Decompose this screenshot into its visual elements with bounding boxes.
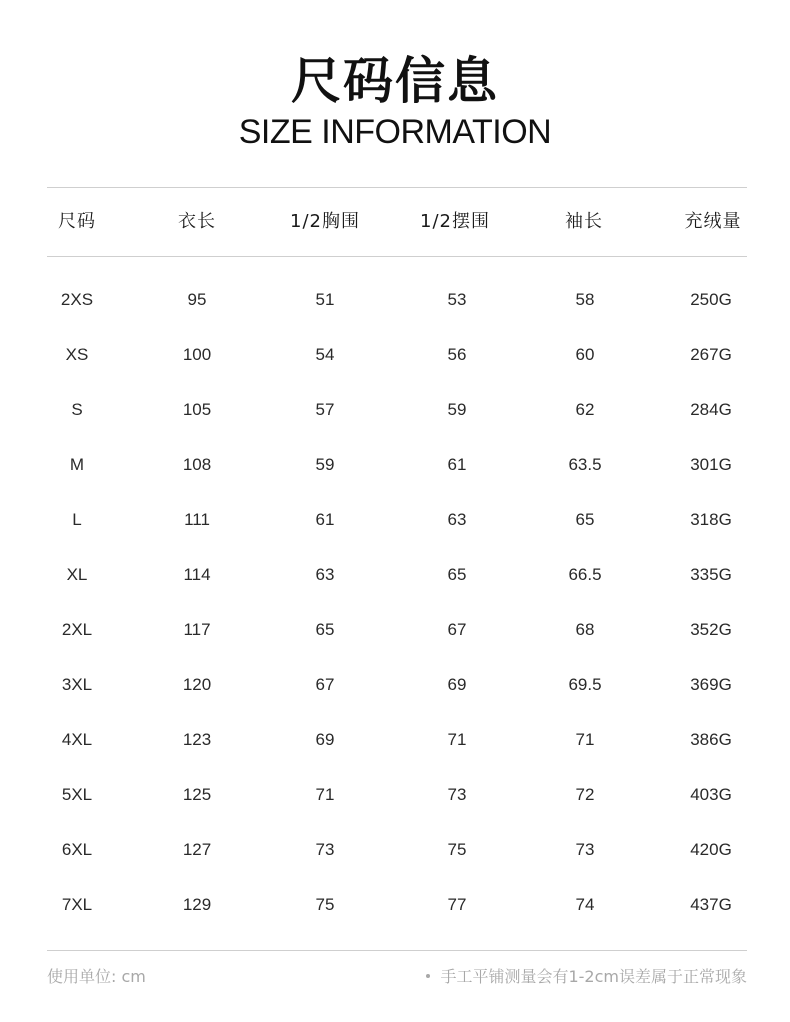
cell-length: 114	[183, 565, 211, 584]
cell-half-hem: 53	[447, 290, 467, 309]
cell-size: 7XL	[61, 895, 93, 914]
cell-half-hem: 56	[447, 345, 467, 364]
cell-half-chest: 63	[315, 565, 335, 584]
cell-sleeve: 62	[575, 400, 595, 419]
table-row	[0, 384, 790, 439]
cell-size: L	[72, 510, 82, 529]
cell-sleeve: 73	[575, 840, 595, 859]
cell-half-chest: 59	[315, 455, 335, 474]
cell-sleeve: 74	[575, 895, 595, 914]
cell-half-hem: 77	[447, 895, 467, 914]
cell-length: 108	[182, 455, 212, 474]
header-half-chest: 1/2胸围	[290, 211, 360, 232]
cell-size: 6XL	[61, 840, 93, 859]
cell-size: M	[69, 455, 85, 474]
cell-size: XS	[65, 345, 89, 364]
cell-size: 2XL	[61, 620, 93, 639]
header-down-fill: 充绒量	[684, 211, 742, 232]
table-row	[0, 879, 790, 934]
header-size: 尺码	[58, 211, 96, 232]
cell-length: 100	[182, 345, 212, 364]
cell-half-hem: 65	[447, 565, 467, 584]
cell-down-fill: 369G	[690, 675, 732, 694]
cell-down-fill: 386G	[690, 730, 732, 749]
measurement-note	[426, 964, 747, 990]
cell-size: 3XL	[61, 675, 93, 694]
cell-half-chest: 54	[315, 345, 335, 364]
cell-length: 127	[182, 840, 212, 859]
cell-down-fill: 267G	[690, 345, 732, 364]
header-length: 衣长	[178, 211, 216, 232]
table-row	[0, 604, 790, 659]
cell-down-fill: 420G	[690, 840, 732, 859]
cell-down-fill: 403G	[690, 785, 732, 804]
cell-down-fill: 335G	[690, 565, 732, 584]
cell-half-chest: 61	[315, 510, 335, 529]
cell-half-hem: 67	[447, 620, 467, 639]
cell-half-hem: 63	[447, 510, 467, 529]
cell-sleeve: 66.5	[568, 565, 602, 584]
cell-size: 5XL	[61, 785, 93, 804]
cell-half-chest: 73	[315, 840, 335, 859]
cell-down-fill: 284G	[690, 400, 732, 419]
cell-half-hem: 71	[447, 730, 467, 749]
cell-half-chest: 67	[315, 675, 335, 694]
cell-length: 105	[182, 400, 212, 419]
cell-half-chest: 69	[315, 730, 335, 749]
cell-half-hem: 59	[447, 400, 467, 419]
cell-sleeve: 60	[575, 345, 595, 364]
cell-sleeve: 68	[575, 620, 595, 639]
cell-sleeve: 72	[575, 785, 595, 804]
cell-length: 111	[184, 510, 210, 529]
cell-down-fill: 318G	[690, 510, 732, 529]
table-header-row	[0, 188, 790, 256]
page-title: 尺码信息	[291, 52, 499, 110]
table-row	[0, 714, 790, 769]
cell-half-hem: 73	[447, 785, 467, 804]
table-header-divider	[47, 256, 747, 257]
cell-size: 2XS	[60, 290, 94, 309]
page-subtitle: SIZE INFORMATION	[238, 113, 552, 151]
cell-size: XL	[66, 565, 88, 584]
bullet-dot-icon	[426, 974, 430, 978]
cell-length: 129	[182, 895, 212, 914]
cell-size: S	[71, 400, 83, 419]
cell-sleeve: 65	[575, 510, 595, 529]
table-row	[0, 659, 790, 714]
cell-sleeve: 63.5	[568, 455, 602, 474]
cell-down-fill: 250G	[690, 290, 732, 309]
table-row	[0, 274, 790, 329]
cell-length: 123	[182, 730, 212, 749]
table-row	[0, 439, 790, 494]
table-row	[0, 494, 790, 549]
table-row	[0, 329, 790, 384]
cell-size: 4XL	[61, 730, 93, 749]
cell-down-fill: 352G	[690, 620, 732, 639]
cell-half-chest: 51	[315, 290, 335, 309]
cell-half-chest: 57	[315, 400, 335, 419]
cell-half-hem: 69	[447, 675, 467, 694]
cell-half-hem: 75	[447, 840, 467, 859]
cell-half-chest: 71	[315, 785, 335, 804]
header-half-hem: 1/2摆围	[420, 211, 490, 232]
cell-length: 120	[182, 675, 212, 694]
measurement-note-text: 手工平铺测量会有1-2cm误差属于正常现象	[440, 967, 747, 986]
cell-length: 125	[182, 785, 212, 804]
cell-length: 95	[187, 290, 207, 309]
table-row	[0, 549, 790, 604]
table-row	[0, 769, 790, 824]
table-row	[0, 824, 790, 879]
cell-down-fill: 301G	[690, 455, 732, 474]
cell-down-fill: 437G	[690, 895, 732, 914]
cell-half-chest: 65	[315, 620, 335, 639]
cell-half-chest: 75	[315, 895, 335, 914]
cell-sleeve: 71	[575, 730, 595, 749]
header-sleeve: 袖长	[565, 211, 603, 232]
unit-note: 使用单位: cm	[47, 967, 146, 986]
cell-length: 117	[183, 620, 211, 639]
cell-sleeve: 58	[575, 290, 595, 309]
table-bottom-divider	[47, 950, 747, 951]
cell-half-hem: 61	[447, 455, 467, 474]
cell-sleeve: 69.5	[568, 675, 602, 694]
table-body	[0, 274, 790, 934]
